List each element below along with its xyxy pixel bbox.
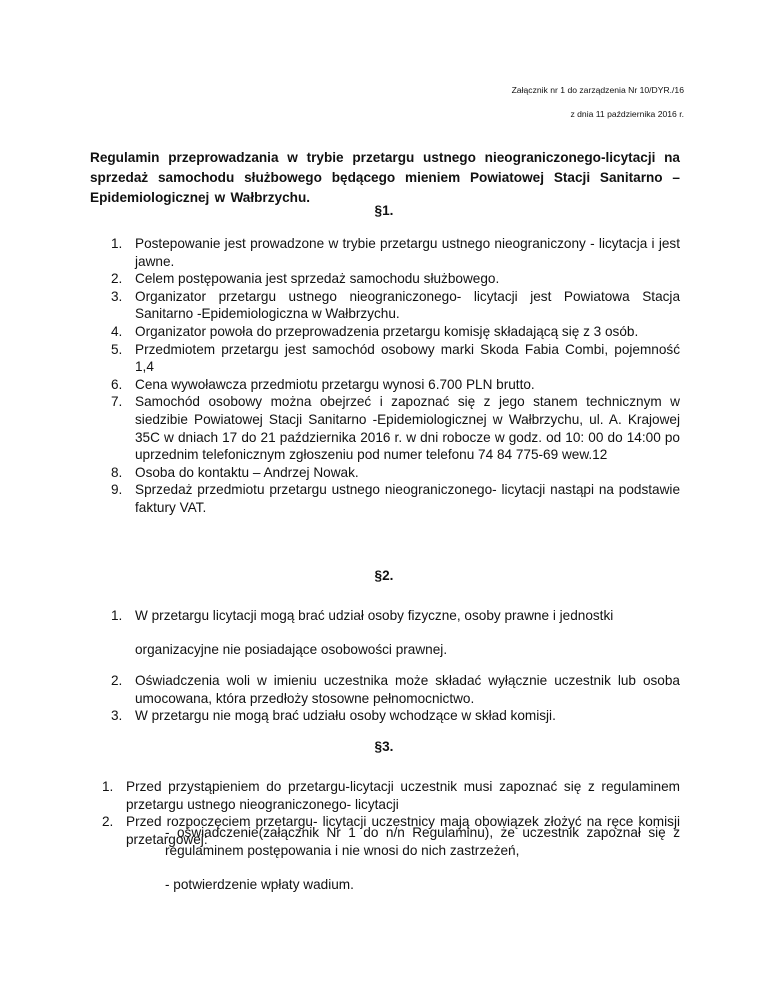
list-number: 8.	[111, 464, 123, 480]
list-number: 3.	[111, 708, 123, 724]
list-number: 2.	[102, 814, 114, 830]
list-item	[111, 464, 680, 482]
document-title: Regulamin przeprowadzania w trybie przetargu ustnego nieograniczonego-licytacji na sprzedaż samochodu służbowego będącego mieniem Powiatowej Stacji Sanitarno – Epidemiologicznej w Wałbrzychu.	[90, 150, 680, 205]
attachment-header: Załącznik nr 1 do zarządzenia Nr 10/DYR./16	[511, 85, 684, 95]
list-number: 2.	[111, 673, 123, 689]
list-text: Osoba do kontaktu – Andrzej Nowak.	[135, 464, 359, 480]
section-1-heading: §1.	[374, 203, 394, 218]
list-number: 1.	[111, 236, 123, 251]
list-text: Oświadczenia woli w imieniu uczestnika może składać wyłącznie uczestnik lub osoba umocowana, która przedłoży stosowne pełnomocnictwo.	[135, 673, 680, 706]
list-item	[111, 393, 680, 463]
list-number: 6.	[111, 376, 123, 392]
list-text: Celem postępowania jest sprzedaż samochodu służbowego.	[135, 271, 500, 287]
section-1-list	[111, 235, 680, 517]
list-item	[111, 235, 680, 270]
attachment-date: z dnia 11 października 2016 r.	[570, 109, 684, 119]
list-number: 1.	[111, 608, 123, 623]
sub-item-deposit: - potwierdzenie wpłaty wadium.	[165, 877, 354, 892]
list-text: Cena wywoławcza przedmiotu przetargu wynosi 6.700 PLN brutto.	[135, 376, 535, 392]
list-text: Sprzedaż przedmiotu przetargu ustnego nieograniczonego- licytacji nastąpi na podstawie faktury VAT.	[135, 482, 680, 515]
list-item	[111, 672, 680, 707]
section-2-heading: §2.	[374, 568, 394, 583]
list-text: Organizator przetargu ustnego nieograniczonego- licytacji jest Powiatowa Stacja Sanitarno -Epidemiologiczna w Wałbrzychu.	[135, 288, 680, 322]
sub-item-declaration: - oświadczenie(załącznik Nr 1 do n/n Regulaminu), że uczestnik zapoznał się z regulaminem postępowania i nie wnosi do nich zastrzeżeń,	[165, 825, 680, 858]
list-text: Samochód osobowy można obejrzeć i zapoznać się z jego stanem technicznym w siedzibie Powiatowej Stacji Sanitarno -Epidemiologicznej w Wałbrzychu, ul. A. Krajowej 35C w dniach 17 do 21 października 2016 r. w dni robocze w godz. od 10: 00 do 14:00 po uprzednim telefonicznym zgłoszeniu pod numer telefonu 74 84 775-69 wew.12	[135, 394, 680, 463]
list-text: W przetargu nie mogą brać udziału osoby wchodzące w skład komisji.	[135, 708, 556, 724]
list-item	[111, 481, 680, 516]
list-item-continuation	[135, 641, 680, 659]
list-item	[111, 288, 680, 323]
list-number: 2.	[111, 271, 123, 287]
list-number: 5.	[111, 341, 123, 357]
section-2-list	[111, 607, 680, 725]
list-item	[111, 376, 680, 394]
list-text: Przedmiotem przetargu jest samochód osobowy marki Skoda Fabia Combi, pojemność 1,4	[135, 341, 680, 375]
list-item	[111, 707, 680, 725]
section-3-heading: §3.	[374, 739, 394, 754]
list-text: Przed rozpoczęciem przetargu- licytacji uczestnicy mają obowiązek złożyć na ręce komisji przetargowej:	[126, 814, 680, 847]
list-item	[111, 341, 680, 376]
list-item	[111, 607, 680, 625]
list-text: W przetargu licytacji mogą brać udział osoby fizyczne, osoby prawne i jednostki	[135, 608, 614, 623]
list-item	[111, 270, 680, 288]
list-text: Postepowanie jest prowadzone w trybie przetargu ustnego nieograniczony - licytacja i jest jawne.	[135, 236, 680, 269]
list-item	[111, 323, 680, 341]
list-text: Przed przystąpieniem do przetargu-licytacji uczestnik musi zapoznać się z regulaminem przetargu ustnego nieograniczonego- licytacji	[126, 779, 680, 812]
list-number: 9.	[111, 482, 123, 498]
list-item	[102, 778, 680, 813]
list-number: 1.	[102, 779, 114, 794]
list-number: 3.	[111, 288, 123, 304]
list-text: Organizator powoła do przeprowadzenia przetargu komisję składającą się z 3 osób.	[135, 323, 639, 339]
list-number: 4.	[111, 323, 123, 339]
list-text: organizacyjne nie posiadające osobowości prawnej.	[135, 641, 448, 657]
list-number: 7.	[111, 394, 123, 410]
